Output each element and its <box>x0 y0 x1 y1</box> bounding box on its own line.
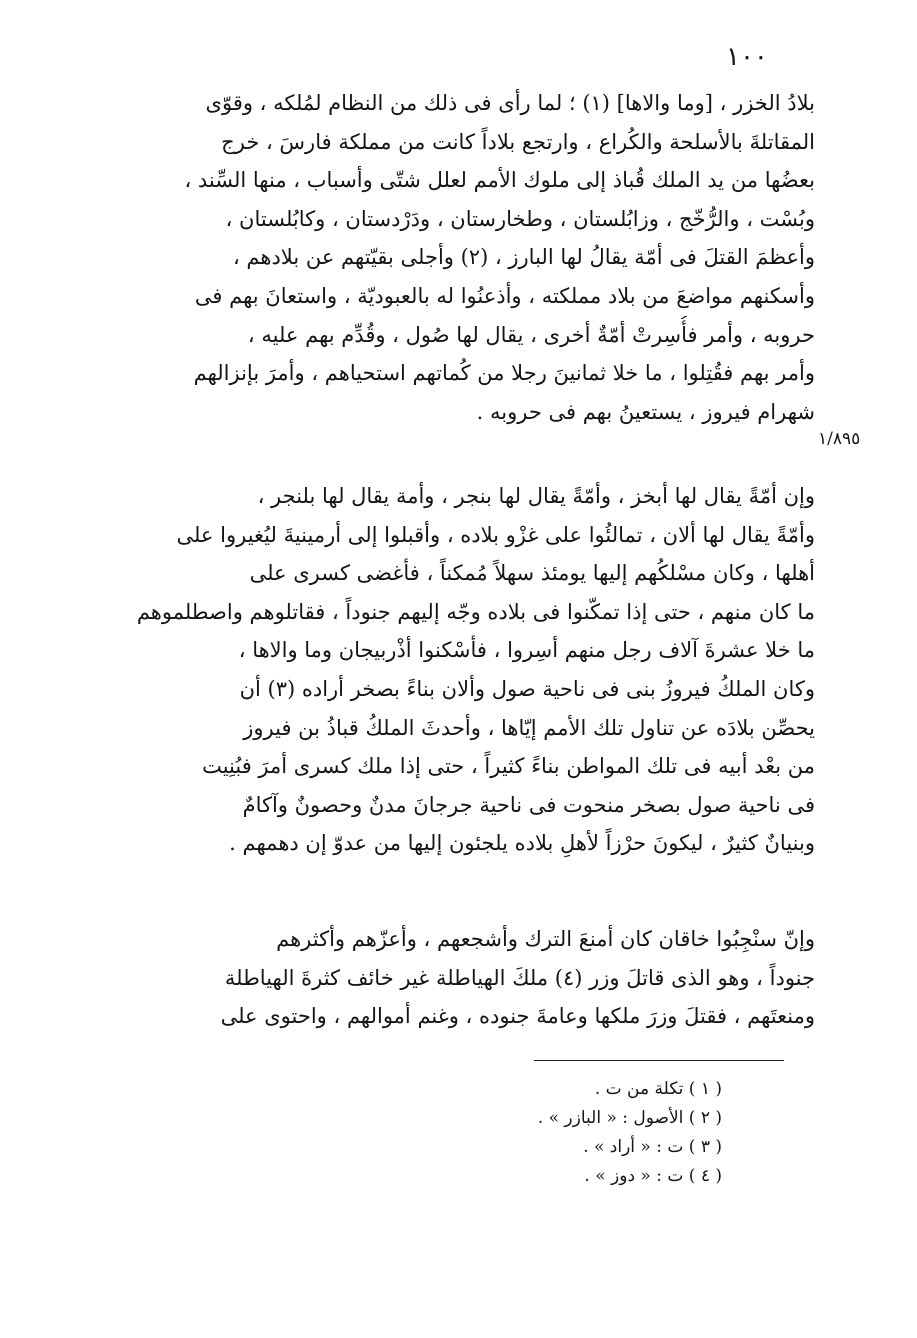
text-line: من بعْد أبيه فى تلك المواطن بناءً كثيراً ، حتى إذا ملك كسرى أمرَ فبُنِيت <box>202 754 815 779</box>
paragraph-3 <box>105 920 815 1036</box>
footnote-1: ( ١ ) تكلة من ت . <box>594 1079 722 1099</box>
text-line: وأمر بهم فقُتِلوا ، ما خلا ثمانينَ رجلا من كُماتهم استحياهم ، وأمرَ بإنزالهم <box>193 361 815 386</box>
margin-reference: ١/٨٩٥ <box>818 429 861 449</box>
text-line: وأعظمَ القتلَ فى أمّة يقالُ لها البارز ، (٢) وأجلى بقيّتهم عن بلادهم ، <box>232 245 815 270</box>
text-line: أهلها ، وكان مسْلكُهم إليها يومئذ سهلاً مُمكناً ، فأغضى كسرى على <box>249 561 815 586</box>
text-line: فى ناحية صول بصخر منحوت فى ناحية جرجانَ مدنٌ وحصونٌ وآكامٌ <box>242 792 815 817</box>
text-line: شهرام فيروز ، يستعينُ بهم فى حروبه . <box>476 399 815 424</box>
text-line: وكان الملكُ فيروزُ بنى فى ناحية صول وألان بناءً بصخر أراده (٣) أن <box>239 676 815 701</box>
footnote-2: ( ٢ ) الأصول : « البازر » . <box>537 1108 722 1128</box>
text-line: حروبه ، وأمر فأُسِرتْ أمّةٌ أخرى ، يقال لها صُول ، وقُدِّم بهم عليه ، <box>247 322 815 347</box>
text-line: يحصِّن بلادَه عن تناول تلك الأمم إيّاها ، وأحدثَ الملكُ قباذُ بن فيروز <box>243 715 815 740</box>
page-number: ١٠٠ <box>726 42 768 72</box>
text-line: وبُسْت ، والرُّخّج ، وزابُلستان ، وطخارستان ، ودَرْدستان ، وكابُلستان ، <box>225 206 815 231</box>
footnote-divider <box>534 1060 784 1061</box>
paragraph-1 <box>105 84 815 431</box>
text-line: وبنيانٌ كثيرٌ ، ليكونَ حرْزاً لأهلِ بلاده يلجئون إليها من عدوّ إن دهمهم . <box>229 831 815 856</box>
text-line: بعضُها من يد الملك قُباذ إلى ملوك الأمم لعلل شتّى وأسباب ، منها السِّند ، <box>184 168 815 193</box>
text-line: ما كان منهم ، حتى إذا تمكّنوا فى بلاده وجّه إليهم جنوداً ، فقاتلوهم واصطلموهم <box>136 599 815 624</box>
paragraph-2 <box>105 477 815 863</box>
footnote-4: ( ٤ ) ت : « دوز » . <box>584 1166 722 1186</box>
footnote-3: ( ٣ ) ت : « أراد » . <box>583 1137 722 1157</box>
footnotes <box>322 1075 722 1191</box>
text-line: وإن أمّةً يقال لها أبخز ، وأمّةً يقال لها بنجر ، وأمة يقال لها بلنجر ، <box>257 484 815 508</box>
text-line: وإنّ سنْجِبُوا خاقان كان أمنعَ الترك وأشجعهم ، وأعزّهم وأكثرهم <box>276 927 815 951</box>
text-line: المقاتلةَ بالأسلحة والكُراع ، وارتجع بلاداً كانت من مملكة فارسَ ، خرج <box>221 129 815 154</box>
text-line: ومنعتَهم ، فقتلَ وزرَ ملكها وعامةَ جنوده ، وغنم أموالهم ، واحتوى على <box>220 1004 815 1029</box>
text-line: ما خلا عشرةَ آلاف رجل منهم أسِروا ، فأسْكنوا أذْربيجان وما والاها ، <box>238 638 815 663</box>
text-line: وأسكنهم مواضعَ من بلاد مملكته ، وأذعنُوا له بالعبوديّة ، واستعانَ بهم فى <box>194 283 815 308</box>
text-line: جنوداً ، وهو الذى قاتلَ وزر (٤) ملكَ الهياطلة غير خائف كثرةَ الهياطلة <box>224 965 815 990</box>
text-line: بلادُ الخزر ، [وما والاها] (١) ؛ لما رأى فى ذلك من النظام لمُلكه ، وقوّى <box>205 91 815 115</box>
text-line: وأمّةً يقال لها ألان ، تمالئُوا على غزْو بلاده ، وأقبلوا إلى أرمينيةَ ليُغيروا على <box>176 522 815 547</box>
